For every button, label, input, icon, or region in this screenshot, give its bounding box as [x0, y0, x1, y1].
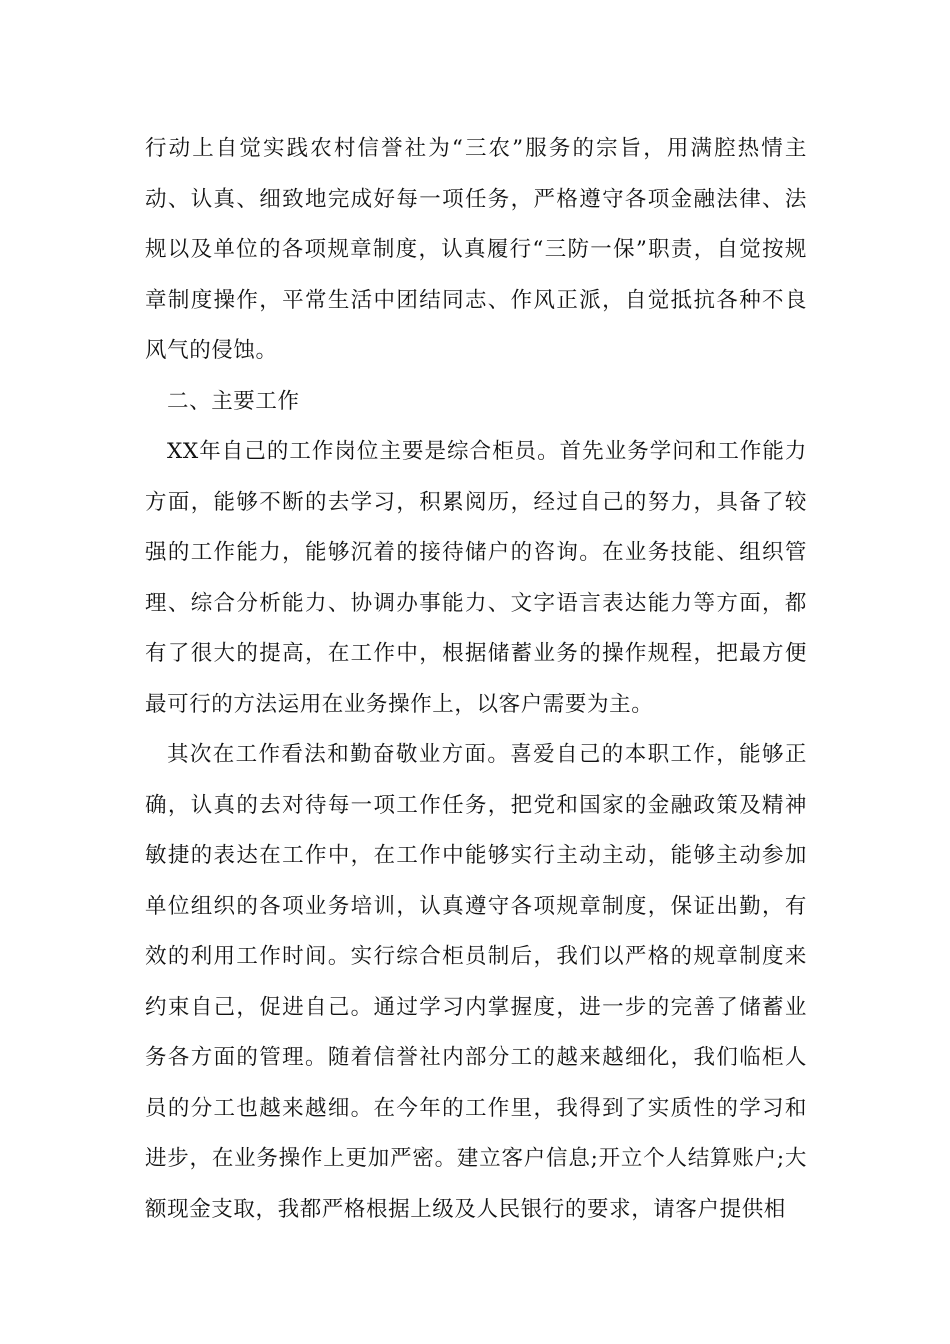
paragraph-continuation: 行动上自觉实践农村信誉社为“三农”服务的宗旨，用满腔热情主动、认真、细致地完成好每一项任务，严格遵守各项金融法律、法规以及单位的各项规章制度，认真履行“三防一保”职责，自觉按规章制度操作，平常生活中团结同志、作风正派，自觉抵抗各种不良风气的侵蚀。	[145, 136, 807, 363]
paragraph-work-position: XX年自己的工作岗位主要是综合柜员。首先业务学问和工作能力方面，能够不断的去学习，积累阅历，经过自己的努力，具备了较强的工作能力，能够沉着的接待储户的咨询。在业务技能、组织管理、综合分析能力、协调办事能力、文字语言表达能力等方面，都有了很大的提高，在工作中，根据储蓄业务的操作规程，把最方便最可行的方法运用在业务操作上，以客户需要为主。	[145, 439, 807, 717]
section-heading-main-work: 二、主要工作	[167, 388, 300, 414]
paragraph-work-attitude: 其次在工作看法和勤奋敬业方面。喜爱自己的本职工作，能够正确，认真的去对待每一项工作任务，把党和国家的金融政策及精神敏捷的表达在工作中，在工作中能够实行主动主动，能够主动参加单位组织的各项业务培训，认真遵守各项规章制度，保证出勤，有效的利用工作时间。实行综合柜员制后，我们以严格的规章制度来约束自己，促进自己。通过学习内掌握度，进一步的完善了储蓄业务各方面的管理。随着信誉社内部分工的越来越细化，我们临柜人员的分工也越来越细。在今年的工作里，我得到了实质性的学习和进步，在业务操作上更加严密。建立客户信息;开立个人结算账户;大额现金支取，我都严格根据上级及人民银行的要求，请客户提供相	[145, 742, 807, 1222]
document-body	[145, 124, 807, 1235]
